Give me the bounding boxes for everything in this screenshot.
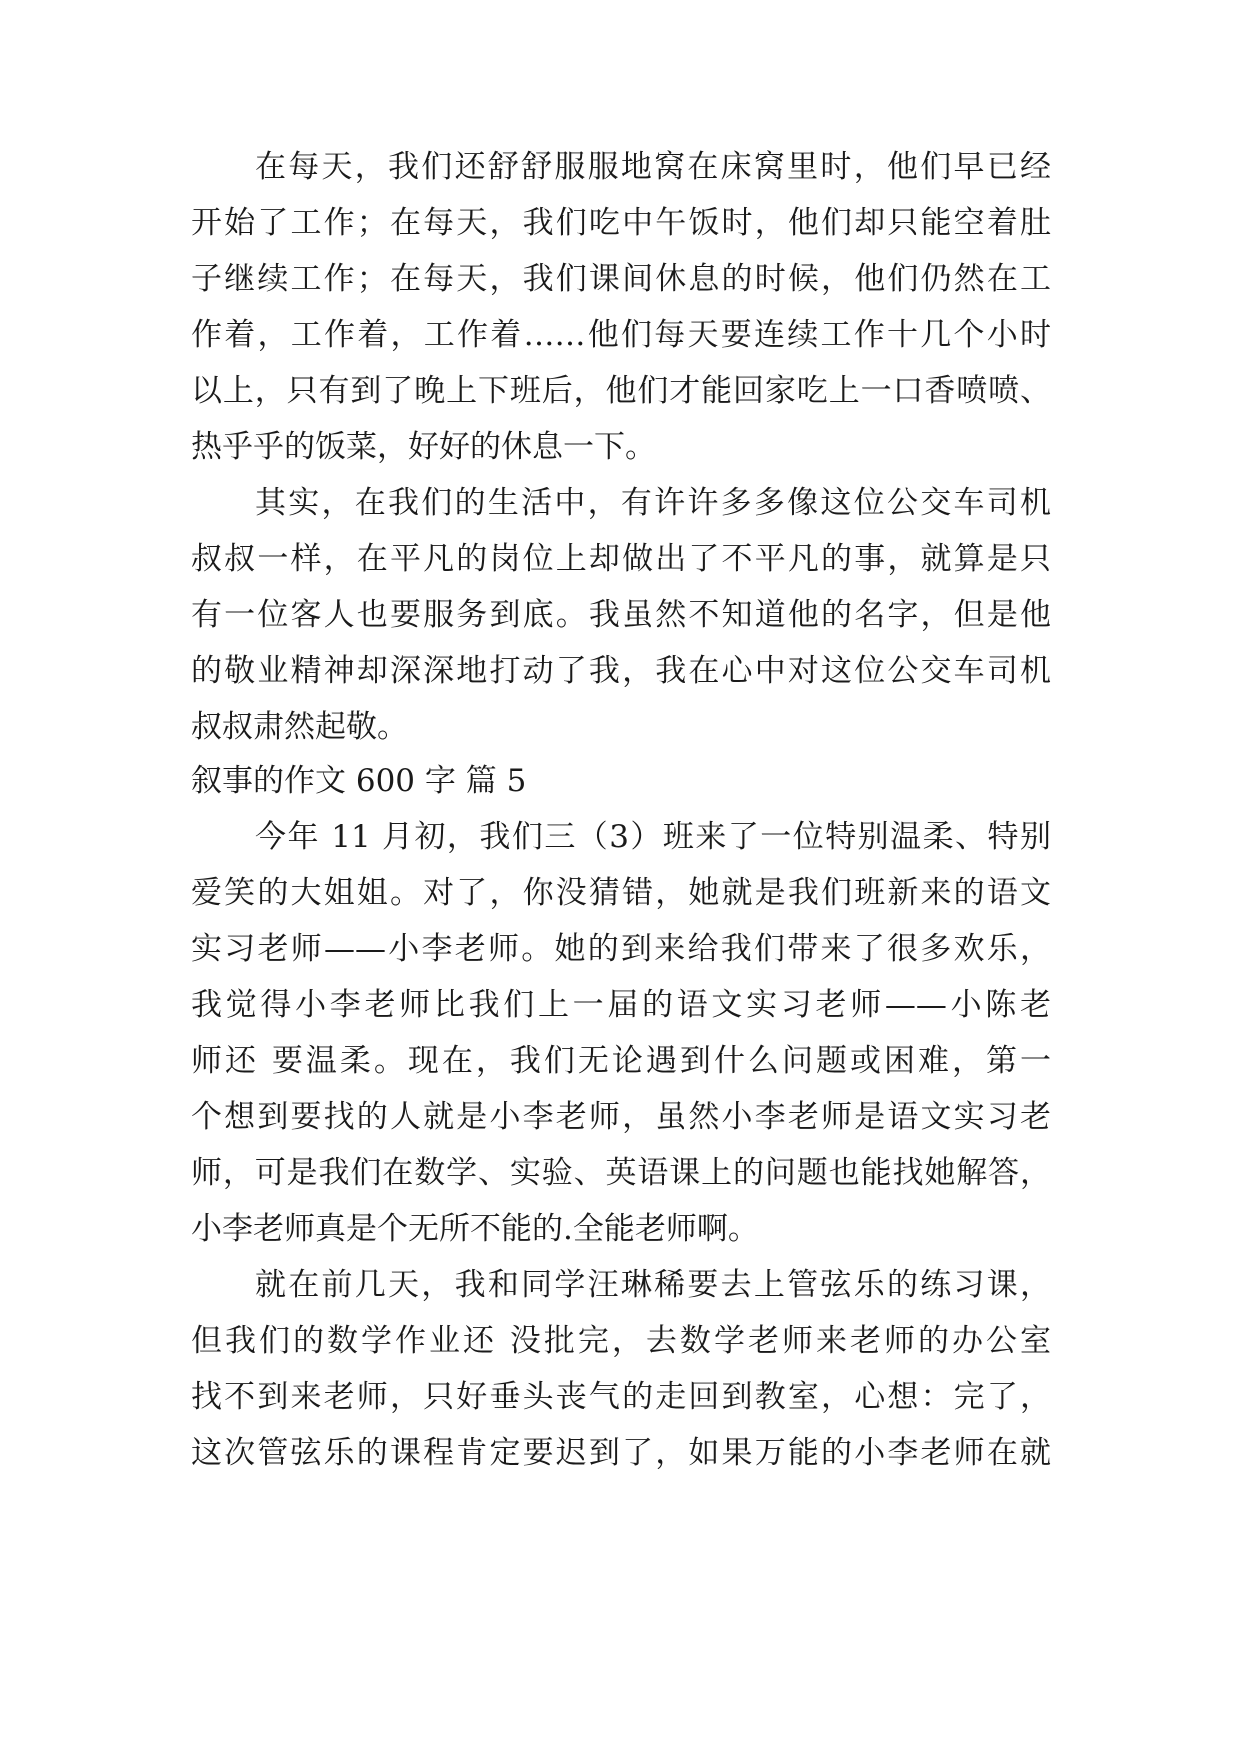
paragraph-3-line-1: 今年 11 月初，我们三（3）班来了一位特别温柔、特别 bbox=[255, 819, 1051, 855]
paragraph-2-line-2: 叔叔一样，在平凡的岗位上却做出了不平凡的事，就算是只 bbox=[191, 541, 1051, 577]
paragraph-3-line-4: 我觉得小李老师比我们上一届的语文实习老师——小陈老 bbox=[191, 987, 1051, 1023]
paragraph-2-line-1: 其实，在我们的生活中，有许许多多像这位公交车司机 bbox=[255, 485, 1051, 521]
paragraph-1-line-4: 作着，工作着，工作着……他们每天要连续工作十几个小时 bbox=[191, 317, 1051, 353]
paragraph-2-line-4: 的敬业精神却深深地打动了我，我在心中对这位公交车司机 bbox=[191, 653, 1051, 689]
paragraph-1-line-6: 热乎乎的饭菜，好好的休息一下。 bbox=[191, 429, 656, 465]
paragraph-1-line-5: 以上，只有到了晚上下班后，他们才能回家吃上一口香喷喷、 bbox=[191, 373, 1051, 409]
paragraph-4-line-2: 但我们的数学作业还 没批完，去数学老师来老师的办公室 bbox=[191, 1323, 1051, 1359]
paragraph-3-line-5: 师还 要温柔。现在，我们无论遇到什么问题或困难，第一 bbox=[191, 1043, 1051, 1079]
paragraph-3-line-2: 爱笑的大姐姐。对了，你没猜错，她就是我们班新来的语文 bbox=[191, 875, 1051, 911]
section-heading: 叙事的作文 600 字 篇 5 bbox=[191, 763, 527, 799]
paragraph-1-line-1: 在每天，我们还舒舒服服地窝在床窝里时，他们早已经 bbox=[255, 149, 1051, 185]
paragraph-3-line-6: 个想到要找的人就是小李老师，虽然小李老师是语文实习老 bbox=[191, 1099, 1051, 1135]
paragraph-2-line-5: 叔叔肃然起敬。 bbox=[191, 709, 408, 745]
paragraph-4-line-1: 就在前几天，我和同学汪琳稀要去上管弦乐的练习课， bbox=[255, 1267, 1051, 1303]
paragraph-1-line-2: 开始了工作；在每天，我们吃中午饭时，他们却只能空着肚 bbox=[191, 205, 1051, 241]
paragraph-3-line-3: 实习老师——小李老师。她的到来给我们带来了很多欢乐， bbox=[191, 931, 1051, 967]
paragraph-3-line-7: 师，可是我们在数学、实验、英语课上的问题也能找她解答， bbox=[191, 1155, 1051, 1191]
paragraph-2-line-3: 有一位客人也要服务到底。我虽然不知道他的名字，但是他 bbox=[191, 597, 1051, 633]
paragraph-4-line-3: 找不到来老师，只好垂头丧气的走回到教室，心想：完了， bbox=[191, 1379, 1051, 1415]
paragraph-1-line-3: 子继续工作；在每天，我们课间休息的时候，他们仍然在工 bbox=[191, 261, 1051, 297]
paragraph-4-line-4: 这次管弦乐的课程肯定要迟到了，如果万能的小李老师在就 bbox=[191, 1435, 1051, 1471]
paragraph-3-line-8: 小李老师真是个无所不能的.全能老师啊。 bbox=[191, 1211, 759, 1247]
